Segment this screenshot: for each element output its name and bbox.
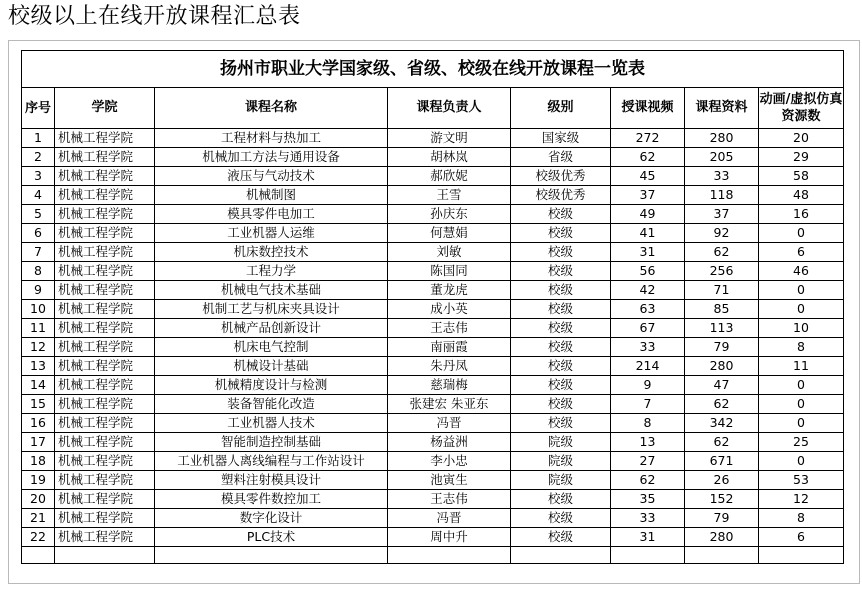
cell-seq: 2 bbox=[22, 148, 55, 167]
cell-course: 工业机器人技术 bbox=[155, 414, 388, 433]
table-row bbox=[22, 262, 844, 281]
cell-college: 机械工程学院 bbox=[55, 205, 155, 224]
cell-materials: 62 bbox=[685, 395, 759, 414]
cell-leader: 池寅生 bbox=[388, 471, 511, 490]
cell-animations: 0 bbox=[759, 414, 844, 433]
cell-college: 机械工程学院 bbox=[55, 357, 155, 376]
page-title: 校级以上在线开放课程汇总表 bbox=[8, 4, 301, 29]
cell-animations: 20 bbox=[759, 129, 844, 148]
cell-course: 机械电气技术基础 bbox=[155, 281, 388, 300]
cell-leader: 何慧娟 bbox=[388, 224, 511, 243]
cell-leader: 冯晋 bbox=[388, 509, 511, 528]
cell-course: 机械加工方法与通用设备 bbox=[155, 148, 388, 167]
cell-videos: 272 bbox=[611, 129, 685, 148]
cell-level: 校级 bbox=[511, 262, 611, 281]
cell-seq: 7 bbox=[22, 243, 55, 262]
cell-seq: 12 bbox=[22, 338, 55, 357]
cell-level: 校级 bbox=[511, 205, 611, 224]
cell-videos: 33 bbox=[611, 509, 685, 528]
cell-animations: 10 bbox=[759, 319, 844, 338]
cell-materials: 342 bbox=[685, 414, 759, 433]
cell-level: 院级 bbox=[511, 471, 611, 490]
cell-course: 工程力学 bbox=[155, 262, 388, 281]
table-row bbox=[22, 395, 844, 414]
cell-materials: 92 bbox=[685, 224, 759, 243]
cell-animations: 0 bbox=[759, 300, 844, 319]
cell-materials: 85 bbox=[685, 300, 759, 319]
cell-animations: 0 bbox=[759, 376, 844, 395]
cell-materials: 280 bbox=[685, 129, 759, 148]
empty-cell bbox=[55, 547, 155, 564]
table-row bbox=[22, 129, 844, 148]
cell-videos: 13 bbox=[611, 433, 685, 452]
cell-course: 机械制图 bbox=[155, 186, 388, 205]
table-row bbox=[22, 471, 844, 490]
header-course: 课程名称 bbox=[155, 88, 388, 129]
table-row bbox=[22, 357, 844, 376]
cell-seq: 22 bbox=[22, 528, 55, 547]
cell-materials: 47 bbox=[685, 376, 759, 395]
cell-videos: 33 bbox=[611, 338, 685, 357]
cell-course: 数字化设计 bbox=[155, 509, 388, 528]
cell-course: 机床数控技术 bbox=[155, 243, 388, 262]
cell-level: 校级 bbox=[511, 395, 611, 414]
table-row bbox=[22, 414, 844, 433]
cell-seq: 19 bbox=[22, 471, 55, 490]
cell-level: 校级 bbox=[511, 338, 611, 357]
cell-seq: 18 bbox=[22, 452, 55, 471]
table-row bbox=[22, 338, 844, 357]
header-seq: 序号 bbox=[22, 88, 55, 129]
cell-materials: 205 bbox=[685, 148, 759, 167]
cell-leader: 王志伟 bbox=[388, 490, 511, 509]
cell-materials: 280 bbox=[685, 528, 759, 547]
course-table bbox=[21, 50, 844, 564]
cell-leader: 郝欣妮 bbox=[388, 167, 511, 186]
cell-college: 机械工程学院 bbox=[55, 490, 155, 509]
cell-level: 院级 bbox=[511, 433, 611, 452]
cell-leader: 慈瑞梅 bbox=[388, 376, 511, 395]
cell-videos: 63 bbox=[611, 300, 685, 319]
cell-animations: 6 bbox=[759, 243, 844, 262]
cell-videos: 9 bbox=[611, 376, 685, 395]
cell-course: 机制工艺与机床夹具设计 bbox=[155, 300, 388, 319]
cell-college: 机械工程学院 bbox=[55, 452, 155, 471]
cell-leader: 南丽霞 bbox=[388, 338, 511, 357]
cell-level: 校级 bbox=[511, 243, 611, 262]
cell-seq: 15 bbox=[22, 395, 55, 414]
cell-college: 机械工程学院 bbox=[55, 224, 155, 243]
cell-college: 机械工程学院 bbox=[55, 186, 155, 205]
header-materials: 课程资料 bbox=[685, 88, 759, 129]
cell-college: 机械工程学院 bbox=[55, 414, 155, 433]
table-row bbox=[22, 243, 844, 262]
empty-cell bbox=[22, 547, 55, 564]
header-animations: 动画/虚拟仿真资源数 bbox=[759, 88, 844, 129]
cell-leader: 成小英 bbox=[388, 300, 511, 319]
cell-level: 校级 bbox=[511, 281, 611, 300]
cell-materials: 62 bbox=[685, 433, 759, 452]
cell-videos: 35 bbox=[611, 490, 685, 509]
cell-level: 院级 bbox=[511, 452, 611, 471]
cell-animations: 0 bbox=[759, 452, 844, 471]
cell-leader: 孙庆东 bbox=[388, 205, 511, 224]
cell-leader: 王志伟 bbox=[388, 319, 511, 338]
cell-videos: 31 bbox=[611, 528, 685, 547]
cell-animations: 12 bbox=[759, 490, 844, 509]
table-row bbox=[22, 167, 844, 186]
cell-animations: 29 bbox=[759, 148, 844, 167]
cell-animations: 6 bbox=[759, 528, 844, 547]
cell-seq: 20 bbox=[22, 490, 55, 509]
table-row bbox=[22, 509, 844, 528]
empty-cell bbox=[685, 547, 759, 564]
cell-animations: 0 bbox=[759, 281, 844, 300]
cell-seq: 13 bbox=[22, 357, 55, 376]
header-videos: 授课视频 bbox=[611, 88, 685, 129]
cell-college: 机械工程学院 bbox=[55, 528, 155, 547]
table-row bbox=[22, 205, 844, 224]
cell-seq: 11 bbox=[22, 319, 55, 338]
cell-college: 机械工程学院 bbox=[55, 433, 155, 452]
cell-leader: 朱丹凤 bbox=[388, 357, 511, 376]
table-row bbox=[22, 433, 844, 452]
table-row bbox=[22, 281, 844, 300]
cell-leader: 张建宏 朱亚东 bbox=[388, 395, 511, 414]
cell-leader: 董龙虎 bbox=[388, 281, 511, 300]
cell-college: 机械工程学院 bbox=[55, 319, 155, 338]
cell-college: 机械工程学院 bbox=[55, 129, 155, 148]
cell-videos: 8 bbox=[611, 414, 685, 433]
cell-materials: 118 bbox=[685, 186, 759, 205]
cell-materials: 152 bbox=[685, 490, 759, 509]
cell-leader: 李小忠 bbox=[388, 452, 511, 471]
cell-animations: 46 bbox=[759, 262, 844, 281]
cell-course: 机械精度设计与检测 bbox=[155, 376, 388, 395]
cell-course: 机械产品创新设计 bbox=[155, 319, 388, 338]
cell-videos: 41 bbox=[611, 224, 685, 243]
cell-animations: 8 bbox=[759, 338, 844, 357]
cell-course: 工业机器人离线编程与工作站设计 bbox=[155, 452, 388, 471]
cell-materials: 280 bbox=[685, 357, 759, 376]
cell-leader: 王雪 bbox=[388, 186, 511, 205]
cell-seq: 17 bbox=[22, 433, 55, 452]
cell-materials: 79 bbox=[685, 338, 759, 357]
cell-seq: 4 bbox=[22, 186, 55, 205]
table-row bbox=[22, 148, 844, 167]
empty-row bbox=[22, 547, 844, 564]
cell-course: 塑料注射模具设计 bbox=[155, 471, 388, 490]
cell-level: 校级优秀 bbox=[511, 186, 611, 205]
table-row bbox=[22, 528, 844, 547]
cell-college: 机械工程学院 bbox=[55, 338, 155, 357]
cell-seq: 1 bbox=[22, 129, 55, 148]
cell-level: 校级 bbox=[511, 300, 611, 319]
header-leader: 课程负责人 bbox=[388, 88, 511, 129]
cell-leader: 胡林岚 bbox=[388, 148, 511, 167]
cell-level: 校级 bbox=[511, 224, 611, 243]
cell-animations: 25 bbox=[759, 433, 844, 452]
table-row bbox=[22, 490, 844, 509]
cell-course: 机械设计基础 bbox=[155, 357, 388, 376]
cell-level: 省级 bbox=[511, 148, 611, 167]
cell-videos: 49 bbox=[611, 205, 685, 224]
cell-seq: 16 bbox=[22, 414, 55, 433]
cell-leader: 陈国同 bbox=[388, 262, 511, 281]
cell-videos: 27 bbox=[611, 452, 685, 471]
cell-materials: 37 bbox=[685, 205, 759, 224]
cell-materials: 113 bbox=[685, 319, 759, 338]
cell-materials: 26 bbox=[685, 471, 759, 490]
cell-seq: 10 bbox=[22, 300, 55, 319]
cell-animations: 48 bbox=[759, 186, 844, 205]
cell-level: 校级 bbox=[511, 376, 611, 395]
cell-college: 机械工程学院 bbox=[55, 376, 155, 395]
table-body bbox=[22, 129, 844, 564]
cell-animations: 53 bbox=[759, 471, 844, 490]
empty-cell bbox=[155, 547, 388, 564]
cell-college: 机械工程学院 bbox=[55, 262, 155, 281]
header-level: 级别 bbox=[511, 88, 611, 129]
cell-course: 模具零件电加工 bbox=[155, 205, 388, 224]
cell-animations: 0 bbox=[759, 395, 844, 414]
header-college: 学院 bbox=[55, 88, 155, 129]
cell-level: 校级 bbox=[511, 357, 611, 376]
cell-course: 工业机器人运维 bbox=[155, 224, 388, 243]
cell-college: 机械工程学院 bbox=[55, 167, 155, 186]
cell-course: 模具零件数控加工 bbox=[155, 490, 388, 509]
cell-videos: 42 bbox=[611, 281, 685, 300]
cell-videos: 62 bbox=[611, 471, 685, 490]
table-row bbox=[22, 224, 844, 243]
table-header-row bbox=[22, 88, 844, 129]
cell-materials: 33 bbox=[685, 167, 759, 186]
cell-seq: 5 bbox=[22, 205, 55, 224]
cell-college: 机械工程学院 bbox=[55, 148, 155, 167]
table-row bbox=[22, 376, 844, 395]
table-row bbox=[22, 300, 844, 319]
cell-leader: 游文明 bbox=[388, 129, 511, 148]
table-caption: 扬州市职业大学国家级、省级、校级在线开放课程一览表 bbox=[22, 51, 844, 88]
cell-seq: 8 bbox=[22, 262, 55, 281]
cell-materials: 79 bbox=[685, 509, 759, 528]
cell-level: 校级优秀 bbox=[511, 167, 611, 186]
cell-animations: 8 bbox=[759, 509, 844, 528]
cell-seq: 21 bbox=[22, 509, 55, 528]
empty-cell bbox=[759, 547, 844, 564]
cell-animations: 58 bbox=[759, 167, 844, 186]
cell-level: 校级 bbox=[511, 490, 611, 509]
cell-leader: 刘敏 bbox=[388, 243, 511, 262]
cell-materials: 256 bbox=[685, 262, 759, 281]
cell-level: 国家级 bbox=[511, 129, 611, 148]
cell-animations: 11 bbox=[759, 357, 844, 376]
table-row bbox=[22, 319, 844, 338]
cell-videos: 31 bbox=[611, 243, 685, 262]
cell-level: 校级 bbox=[511, 319, 611, 338]
cell-college: 机械工程学院 bbox=[55, 300, 155, 319]
cell-seq: 14 bbox=[22, 376, 55, 395]
table-row bbox=[22, 186, 844, 205]
cell-course: 机床电气控制 bbox=[155, 338, 388, 357]
cell-seq: 9 bbox=[22, 281, 55, 300]
cell-college: 机械工程学院 bbox=[55, 509, 155, 528]
cell-videos: 62 bbox=[611, 148, 685, 167]
cell-course: PLC技术 bbox=[155, 528, 388, 547]
cell-college: 机械工程学院 bbox=[55, 243, 155, 262]
cell-videos: 45 bbox=[611, 167, 685, 186]
cell-level: 校级 bbox=[511, 528, 611, 547]
cell-course: 液压与气动技术 bbox=[155, 167, 388, 186]
cell-course: 智能制造控制基础 bbox=[155, 433, 388, 452]
cell-materials: 62 bbox=[685, 243, 759, 262]
cell-seq: 6 bbox=[22, 224, 55, 243]
cell-materials: 671 bbox=[685, 452, 759, 471]
cell-videos: 7 bbox=[611, 395, 685, 414]
cell-materials: 71 bbox=[685, 281, 759, 300]
cell-level: 校级 bbox=[511, 414, 611, 433]
cell-videos: 214 bbox=[611, 357, 685, 376]
cell-seq: 3 bbox=[22, 167, 55, 186]
empty-cell bbox=[611, 547, 685, 564]
cell-course: 工程材料与热加工 bbox=[155, 129, 388, 148]
cell-leader: 周中升 bbox=[388, 528, 511, 547]
cell-leader: 冯晋 bbox=[388, 414, 511, 433]
cell-videos: 37 bbox=[611, 186, 685, 205]
cell-college: 机械工程学院 bbox=[55, 471, 155, 490]
cell-course: 装备智能化改造 bbox=[155, 395, 388, 414]
cell-leader: 杨益洲 bbox=[388, 433, 511, 452]
empty-cell bbox=[388, 547, 511, 564]
table-row bbox=[22, 452, 844, 471]
empty-cell bbox=[511, 547, 611, 564]
cell-animations: 0 bbox=[759, 224, 844, 243]
cell-videos: 67 bbox=[611, 319, 685, 338]
cell-videos: 56 bbox=[611, 262, 685, 281]
cell-college: 机械工程学院 bbox=[55, 281, 155, 300]
cell-college: 机械工程学院 bbox=[55, 395, 155, 414]
cell-level: 校级 bbox=[511, 509, 611, 528]
cell-animations: 16 bbox=[759, 205, 844, 224]
